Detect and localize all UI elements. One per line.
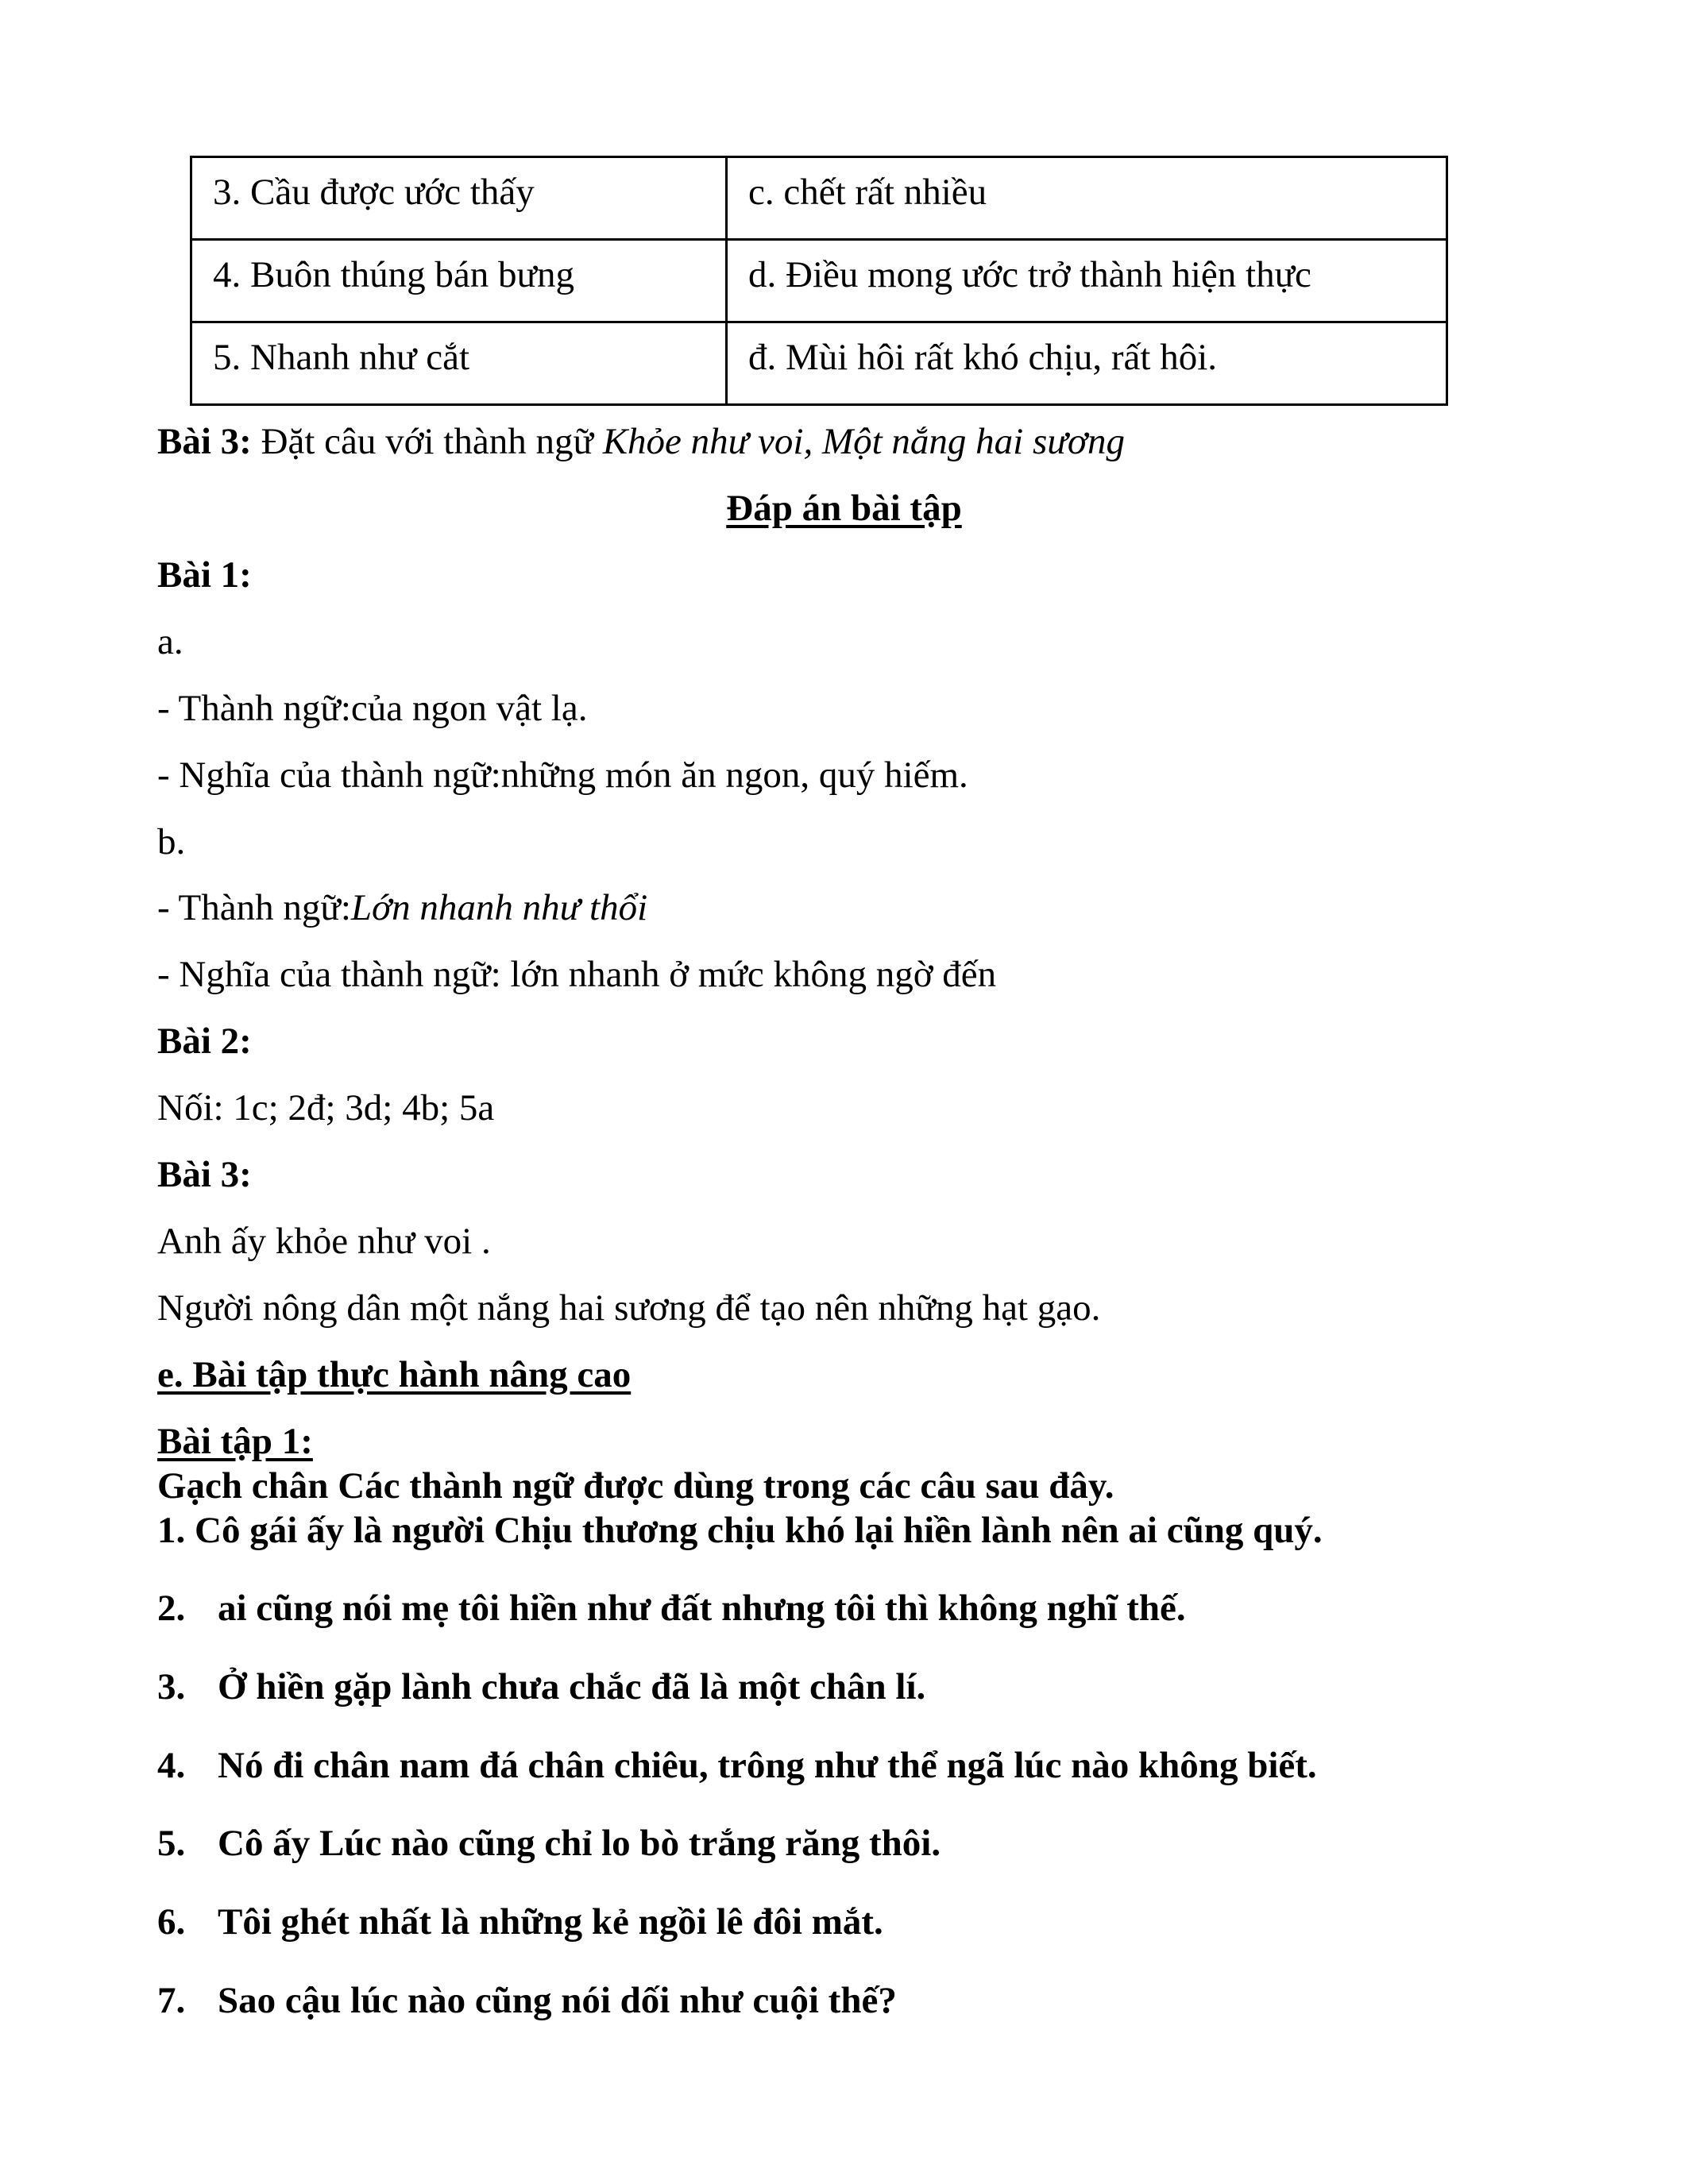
- table-row: [191, 157, 1447, 240]
- answer-1b-idiom: - Thành ngữ:Lớn nhanh như thổi: [157, 887, 648, 928]
- exercise-1-label: Bài tập 1:: [157, 1421, 313, 1462]
- table-cell: d. Điều mong ước trở thành hiện thực: [727, 240, 1447, 322]
- list-item: 2. ai cũng nói mẹ tôi hiền như đất nhưng tôi thì không nghĩ thế.: [157, 1588, 1186, 1629]
- answer-1a-label: a.: [157, 621, 183, 662]
- table-row: [191, 322, 1447, 405]
- answers-heading: Đáp án bài tập: [726, 488, 962, 529]
- list-item: 6. Tôi ghét nhất là những kẻ ngồi lê đôi mắt.: [157, 1901, 883, 1943]
- list-item: 4. Nó đi chân nam đá chân chiêu, trông như thể ngã lúc nào không biết.: [157, 1745, 1317, 1786]
- answer-3-sentence-2: Người nông dân một nắng hai sương để tạo nên những hạt gạo.: [157, 1287, 1101, 1329]
- answer-1a-idiom: - Thành ngữ:của ngon vật lạ.: [157, 688, 588, 729]
- answer-1a-meaning: - Nghĩa của thành ngữ:những món ăn ngon, quý hiếm.: [157, 754, 968, 796]
- exercise-3-prompt: Bài 3: Đặt câu với thành ngữ Khỏe như voi, Một nắng hai sương: [157, 421, 1125, 462]
- table-cell: 4. Buôn thúng bán bưng: [191, 240, 727, 322]
- list-item: 1. Cô gái ấy là người Chịu thương chịu khó lại hiền lành nên ai cũng quý.: [157, 1510, 1323, 1551]
- answer-1b-meaning: - Nghĩa của thành ngữ: lớn nhanh ở mức không ngờ đến: [157, 954, 997, 995]
- table-cell: c. chết rất nhiều: [727, 157, 1447, 240]
- answer-1b-label: b.: [157, 821, 186, 862]
- advanced-heading: e. Bài tập thực hành nâng cao: [157, 1354, 632, 1395]
- answer-1-label: Bài 1:: [157, 554, 252, 596]
- matching-table: [190, 156, 1448, 406]
- list-item: 5. Cô ấy Lúc nào cũng chỉ lo bò trắng răng thôi.: [157, 1823, 941, 1864]
- table-row: [191, 240, 1447, 322]
- list-item: 7. Sao cậu lúc nào cũng nói dối như cuội thế?: [157, 1980, 897, 2021]
- table-cell: 5. Nhanh như cắt: [191, 322, 727, 405]
- table-cell: đ. Mùi hôi rất khó chịu, rất hôi.: [727, 322, 1447, 405]
- table-cell: 3. Cầu được ước thấy: [191, 157, 727, 240]
- answer-2-label: Bài 2:: [157, 1021, 252, 1062]
- answer-2-text: Nối: 1c; 2đ; 3d; 4b; 5a: [157, 1087, 495, 1129]
- list-item: 3. Ở hiền gặp lành chưa chắc đã là một chân lí.: [157, 1666, 926, 1707]
- answer-3-sentence-1: Anh ấy khỏe như voi .: [157, 1221, 491, 1262]
- answer-3-label: Bài 3:: [157, 1154, 252, 1195]
- exercise-1-instruction: Gạch chân Các thành ngữ được dùng trong các câu sau đây.: [157, 1465, 1114, 1507]
